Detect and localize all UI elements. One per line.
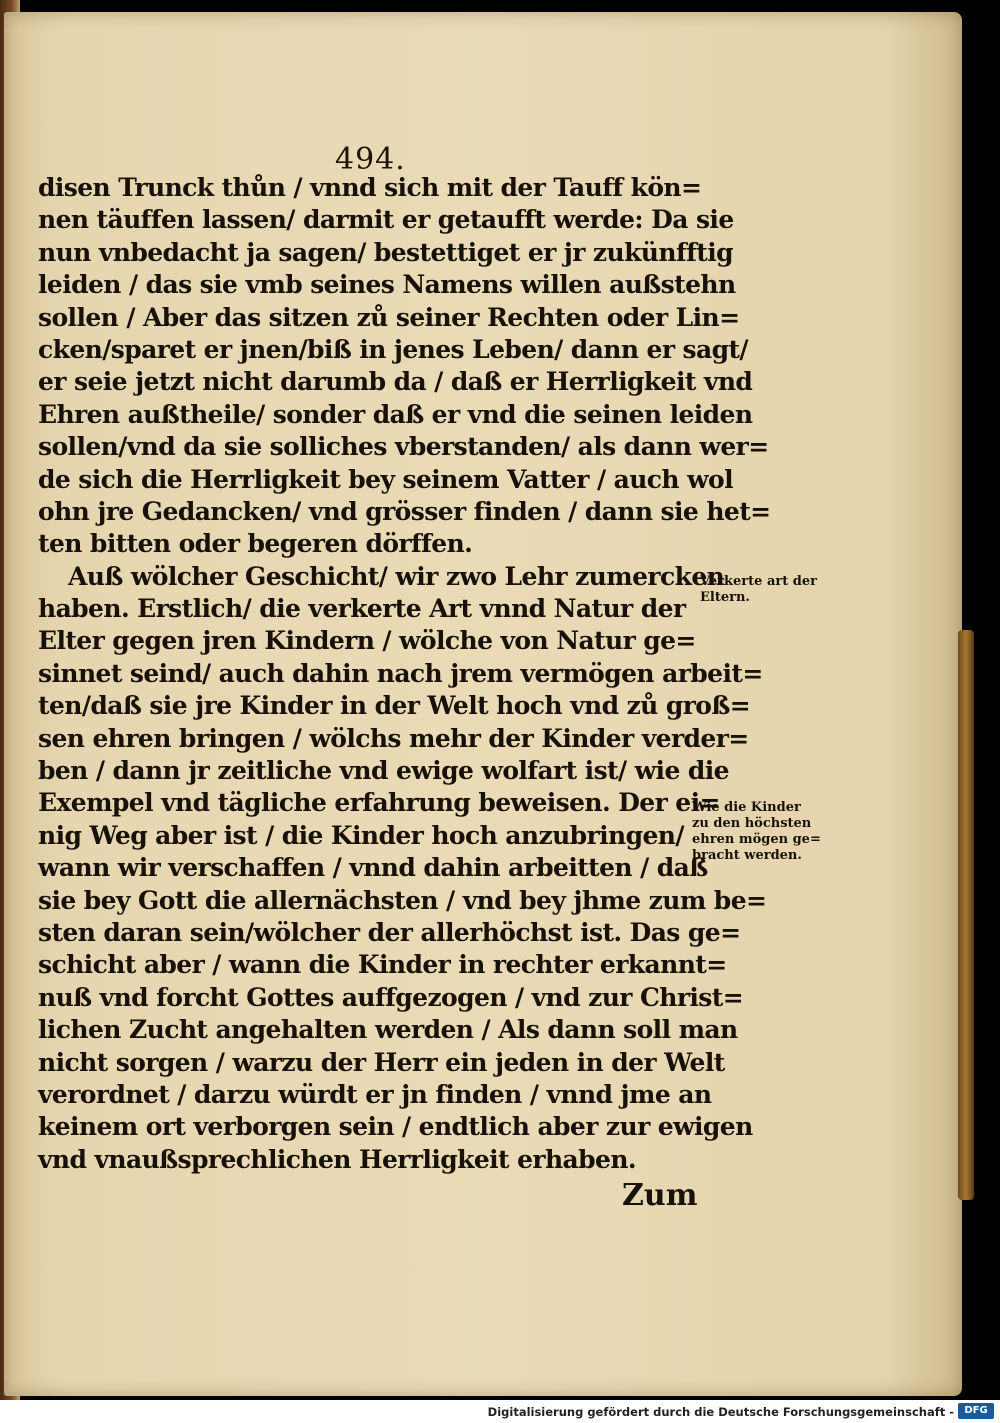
- text-line: schicht aber / wann die Kinder in rechter erkannt=: [38, 950, 727, 980]
- text-line: sen ehren bringen / wölchs mehr der Kinder verder=: [38, 723, 749, 753]
- footer-bar: [0, 1400, 1000, 1423]
- margin-note-line: Wie die Kinder: [692, 800, 801, 815]
- text-line: ten/daß sie jre Kinder in der Welt hoch vnd zů groß=: [38, 691, 751, 721]
- text-line: sie bey Gott die allernächsten / vnd bey jhme zum be=: [38, 885, 767, 915]
- page-number: 494.: [335, 142, 406, 177]
- text-line: sten daran sein/wölcher der allerhöchst ist. Das ge=: [38, 917, 741, 947]
- text-line: ohn jre Gedancken/ vnd grösser finden / dann sie het=: [38, 496, 771, 526]
- text-line: leiden / das sie vmb seines Namens willen außstehn: [38, 270, 736, 300]
- text-line: nicht sorgen / warzu der Herr ein jeden in der Welt: [38, 1047, 725, 1077]
- text-line: verordnet / darzu würdt er jn finden / vnnd jme an: [38, 1079, 712, 1109]
- text-line: nuß vnd forcht Gottes auffgezogen / vnd zur Christ=: [38, 982, 744, 1012]
- text-line: ben / dann jr zeitliche vnd ewige wolfart ist/ wie die: [38, 756, 729, 786]
- text-line: Exempel vnd tägliche erfahrung beweisen. Der ei=: [38, 788, 720, 818]
- dfg-logo: DFG: [958, 1403, 994, 1419]
- margin-note-line: Verkerte art der: [700, 574, 817, 589]
- text-line: er seie jetzt nicht darumb da / daß er Herrligkeit vnd: [38, 367, 753, 397]
- margin-note-line: Eltern.: [700, 590, 750, 605]
- text-line: nun vnbedacht ja sagen/ bestettiget er jr zukünfftig: [38, 237, 733, 267]
- text-line: disen Trunck thůn / vnnd sich mit der Tauff kön=: [38, 173, 702, 202]
- margin-note-line: bracht werden.: [692, 848, 802, 863]
- margin-note: [692, 800, 821, 864]
- text-line: sinnet seind/ auch dahin nach jrem vermögen arbeit=: [38, 658, 763, 688]
- text-line: nig Weg aber ist / die Kinder hoch anzubringen/: [38, 820, 684, 850]
- text-line: Elter gegen jren Kindern / wölche von Natur ge=: [38, 626, 696, 656]
- text-line: Ehren außtheile/ sonder daß er vnd die seinen leiden: [38, 399, 753, 429]
- funding-notice: Digitalisierung gefördert durch die Deutsche Forschungsgemeinschaft -: [487, 1405, 954, 1419]
- text-line: keinem ort verborgen sein / endtlich aber zur ewigen: [38, 1112, 753, 1142]
- text-line: wann wir verschaffen / vnnd dahin arbeitten / daß: [38, 853, 708, 883]
- text-line: vnd vnaußsprechlichen Herrligkeit erhaben.: [38, 1144, 637, 1174]
- text-line: ten bitten oder begeren dörffen.: [38, 529, 473, 559]
- text-line: Auß wölcher Geschicht/ wir zwo Lehr zumercken: [68, 561, 725, 591]
- margin-note: [700, 574, 817, 606]
- text-line: de sich die Herrligkeit bey seinem Vatter / auch wol: [38, 464, 733, 494]
- catchword: Zum: [622, 1178, 698, 1213]
- text-line: lichen Zucht angehalten werden / Als dann soll man: [38, 1015, 738, 1045]
- text-line: nen täuffen lassen/ darmit er getaufft werde: Da sie: [38, 205, 734, 235]
- margin-note-line: ehren mögen ge=: [692, 832, 821, 847]
- margin-note-line: zu den höchsten: [692, 816, 812, 831]
- text-line: sollen/vnd da sie solliches vberstanden/ als dann wer=: [38, 432, 769, 462]
- page-edge-tab: [958, 630, 974, 1200]
- text-line: cken/sparet er jnen/biß in jenes Leben/ dann er sagt/: [38, 334, 748, 364]
- text-line: sollen / Aber das sitzen zů seiner Rechten oder Lin=: [38, 302, 740, 332]
- text-line: haben. Erstlich/ die verkerte Art vnnd Natur der: [38, 594, 686, 624]
